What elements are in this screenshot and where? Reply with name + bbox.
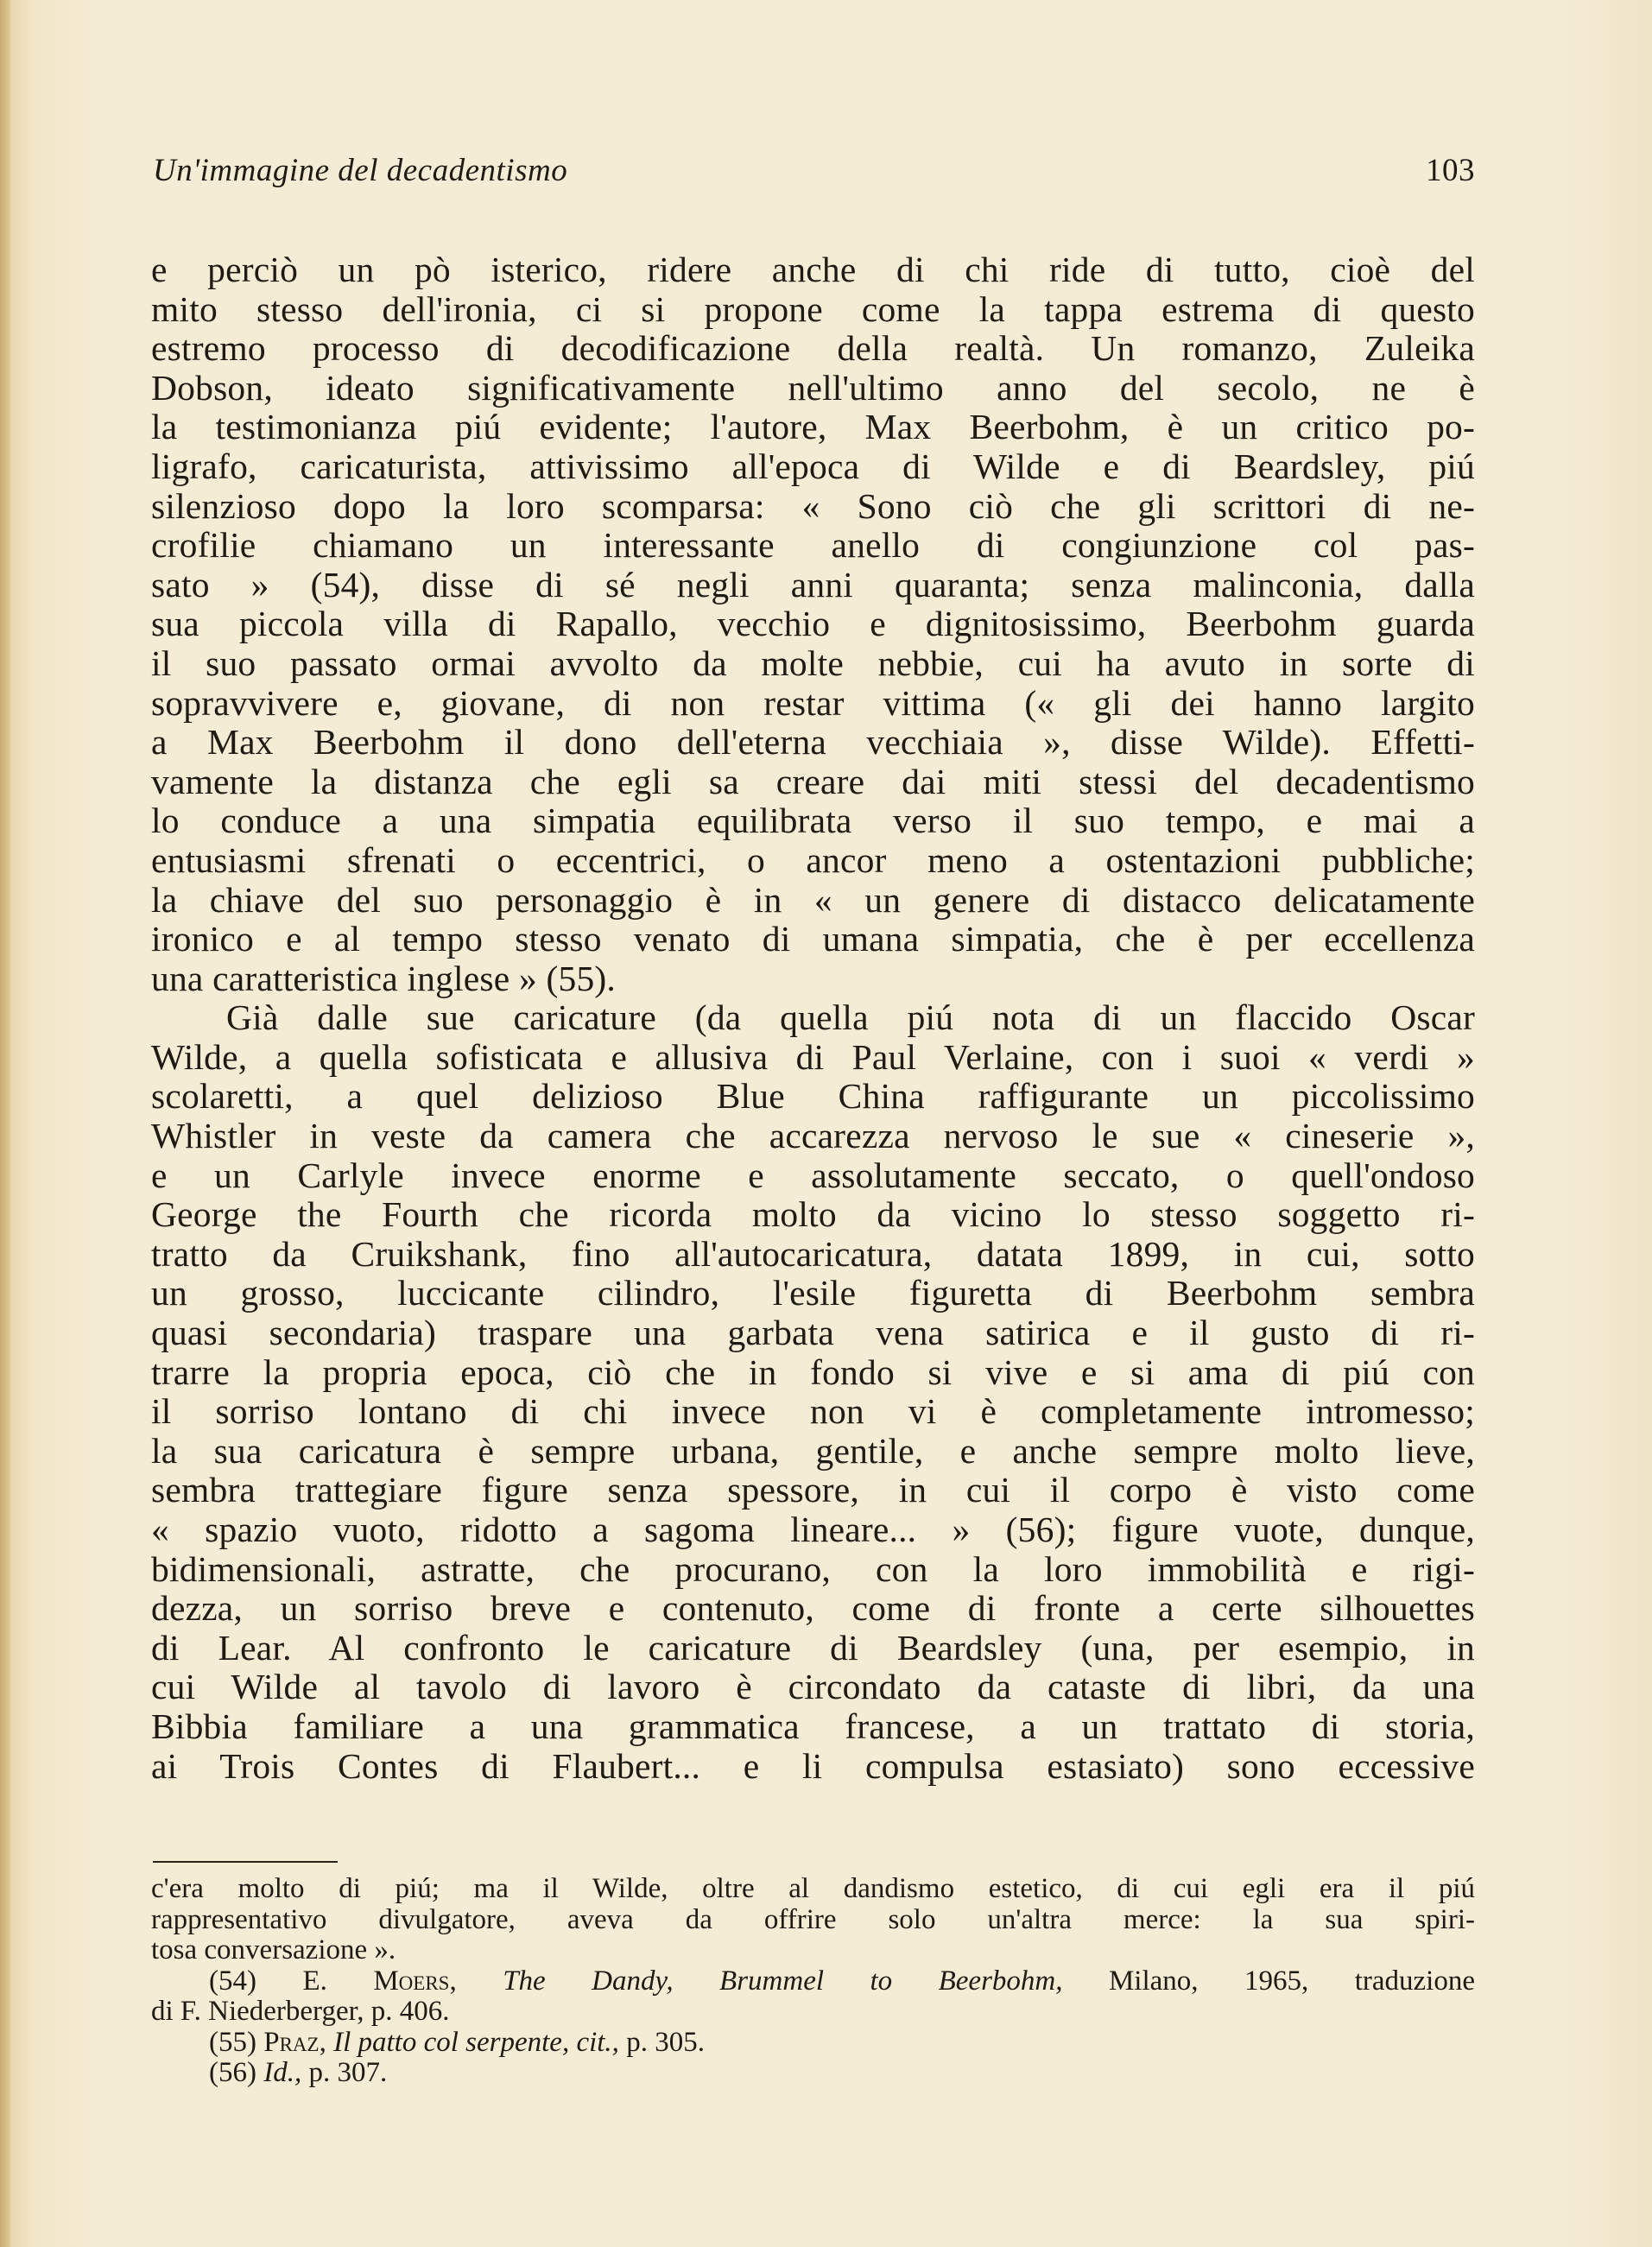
text-line: quasi secondaria) traspare una garbata vena satirica e il gusto di ri-	[151, 1313, 1475, 1353]
running-head	[153, 152, 1475, 189]
body-text	[151, 250, 1475, 1786]
footnote-separator	[153, 1861, 338, 1863]
paragraph-2	[151, 998, 1475, 1786]
text-line: Whistler in veste da camera che accarezza nervoso le sue « cineserie »,	[151, 1116, 1475, 1156]
text-line: dezza, un sorriso breve e contenuto, come di fronte a certe silhouettes	[151, 1588, 1475, 1629]
page-number: 103	[1426, 153, 1475, 188]
text-line: sembra trattegiare figure senza spessore, in cui il corpo è visto come	[151, 1470, 1475, 1510]
text-line: « spazio vuoto, ridotto a sagoma lineare... » (56); figure vuote, dunque,	[151, 1510, 1475, 1549]
page-spine-shadow	[0, 0, 10, 2247]
text-line: il sorriso lontano di chi invece non vi è completamente intromesso;	[151, 1391, 1475, 1432]
text-line: Bibbia familiare a una grammatica francese, a un trattato di storia,	[151, 1706, 1475, 1746]
text-line: sato » (54), disse di sé negli anni quaranta; senza malinconia, dalla	[151, 564, 1475, 604]
text-line: Dobson, ideato significativamente nell'ultimo anno del secolo, ne è	[151, 367, 1475, 408]
text-line: trarre la propria epoca, ciò che in fondo si vive e si ama di piú con	[151, 1351, 1475, 1392]
text-line: crofilie chiamano un interessante anello di congiunzione col pas-	[151, 525, 1475, 566]
text-line: ligrafo, caricaturista, attivissimo all'epoca di Wilde e di Beardsley, piú	[151, 446, 1475, 486]
text-line: Già dalle sue caricature (da quella piú nota di un flaccido Oscar	[226, 997, 1475, 1038]
footnote-54	[151, 1966, 1475, 1997]
footnote-rest: p. 307.	[308, 2057, 388, 2088]
text-line: vamente la distanza che egli sa creare dai miti stessi del decadentismo	[151, 761, 1475, 801]
text-line: estremo processo di decodificazione della realtà. Un romanzo, Zuleika	[151, 328, 1475, 369]
footnote-number: (54)	[209, 1965, 256, 1997]
text-line: cui Wilde al tavolo di lavoro è circondato da cataste di libri, da una	[151, 1667, 1475, 1707]
footnote-line: di F. Niederberger, p. 406.	[151, 1996, 450, 2027]
text-line: bidimensionali, astratte, che procurano, con la loro immobilità e rigi-	[151, 1548, 1475, 1589]
text-line: scolaretti, a quel delizioso Blue China raffigurante un piccolissimo	[151, 1076, 1475, 1117]
text-line: Wilde, a quella sofisticata e allusiva di Paul Verlaine, con i suoi « verdi »	[151, 1036, 1475, 1077]
text-line: la testimonianza piú evidente; l'autore, Max Beerbohm, è un critico po-	[151, 407, 1475, 447]
paragraph-1	[151, 250, 1475, 998]
footnote-author: Id.,	[263, 2057, 302, 2088]
footnote-line: c'era molto di piú; ma il Wilde, oltre al dandismo estetico, di cui egli era il piú	[151, 1873, 1475, 1904]
text-line: un grosso, luccicante cilindro, l'esile figuretta di Beerbohm sembra	[151, 1273, 1475, 1313]
footnote-55	[151, 2028, 1475, 2059]
footnote-title: The Dandy, Brummel to Beerbohm,	[503, 1965, 1063, 1997]
text-line: tratto da Cruikshank, fino all'autocaricatura, datata 1899, in cui, sotto	[151, 1233, 1475, 1274]
text-line: entusiasmi sfrenati o eccentrici, o ancor meno a ostentazioni pubbliche;	[151, 839, 1475, 880]
footnote-author: Praz,	[263, 2026, 326, 2058]
footnotes	[151, 1874, 1475, 2089]
footnote-56	[151, 2058, 1475, 2089]
text-line: e perciò un pò isterico, ridere anche di chi ride di tutto, cioè del	[151, 250, 1475, 289]
footnote-rest: Milano, 1965, traduzione	[1108, 1965, 1475, 1997]
text-line: una caratteristica inglese » (55).	[151, 958, 616, 998]
chapter-title: Un'immagine del decadentismo	[153, 153, 568, 188]
footnote-line: rappresentativo divulgatore, aveva da offrire solo un'altra merce: la sua spiri-	[151, 1903, 1475, 1935]
footnote-line: tosa conversazione ».	[151, 1934, 396, 1965]
text-line: e un Carlyle invece enorme e assolutamente seccato, o quell'ondoso	[151, 1155, 1475, 1195]
text-line: di Lear. Al confronto le caricature di Beardsley (una, per esempio, in	[151, 1627, 1475, 1668]
text-line: lo conduce a una simpatia equilibrata verso il suo tempo, e mai a	[151, 801, 1475, 841]
text-line: mito stesso dell'ironia, ci si propone come la tappa estrema di questo	[151, 288, 1475, 329]
footnote-number: (56)	[209, 2057, 256, 2088]
text-line: ironico e al tempo stesso venato di umana simpatia, che è per eccellenza	[151, 919, 1475, 959]
footnote-author: E. Moers,	[302, 1965, 457, 1997]
footnote-title: Il patto col serpente, cit.,	[333, 2026, 619, 2058]
footnote-number: (55)	[209, 2026, 256, 2058]
text-line: la chiave del suo personaggio è in « un genere di distacco delicatamente	[151, 879, 1475, 920]
text-line: ai Trois Contes di Flaubert... e li compulsa estasiato) sono eccessive	[151, 1745, 1475, 1786]
text-line: il suo passato ormai avvolto da molte nebbie, cui ha avuto in sorte di	[151, 642, 1475, 683]
text-line: George the Fourth che ricorda molto da vicino lo stesso soggetto ri-	[151, 1194, 1475, 1235]
footnote-rest: p. 305.	[626, 2026, 705, 2058]
text-line: sopravvivere e, giovane, di non restar vittima (« gli dei hanno largito	[151, 682, 1475, 723]
text-line: a Max Beerbohm il dono dell'eterna vecchiaia », disse Wilde). Effetti-	[151, 722, 1475, 763]
text-line: la sua caricatura è sempre urbana, gentile, e anche sempre molto lieve,	[151, 1430, 1475, 1471]
text-line: sua piccola villa di Rapallo, vecchio e dignitosissimo, Beerbohm guarda	[151, 604, 1475, 644]
text-line: silenzioso dopo la loro scomparsa: « Sono ciò che gli scrittori di ne-	[151, 485, 1475, 526]
